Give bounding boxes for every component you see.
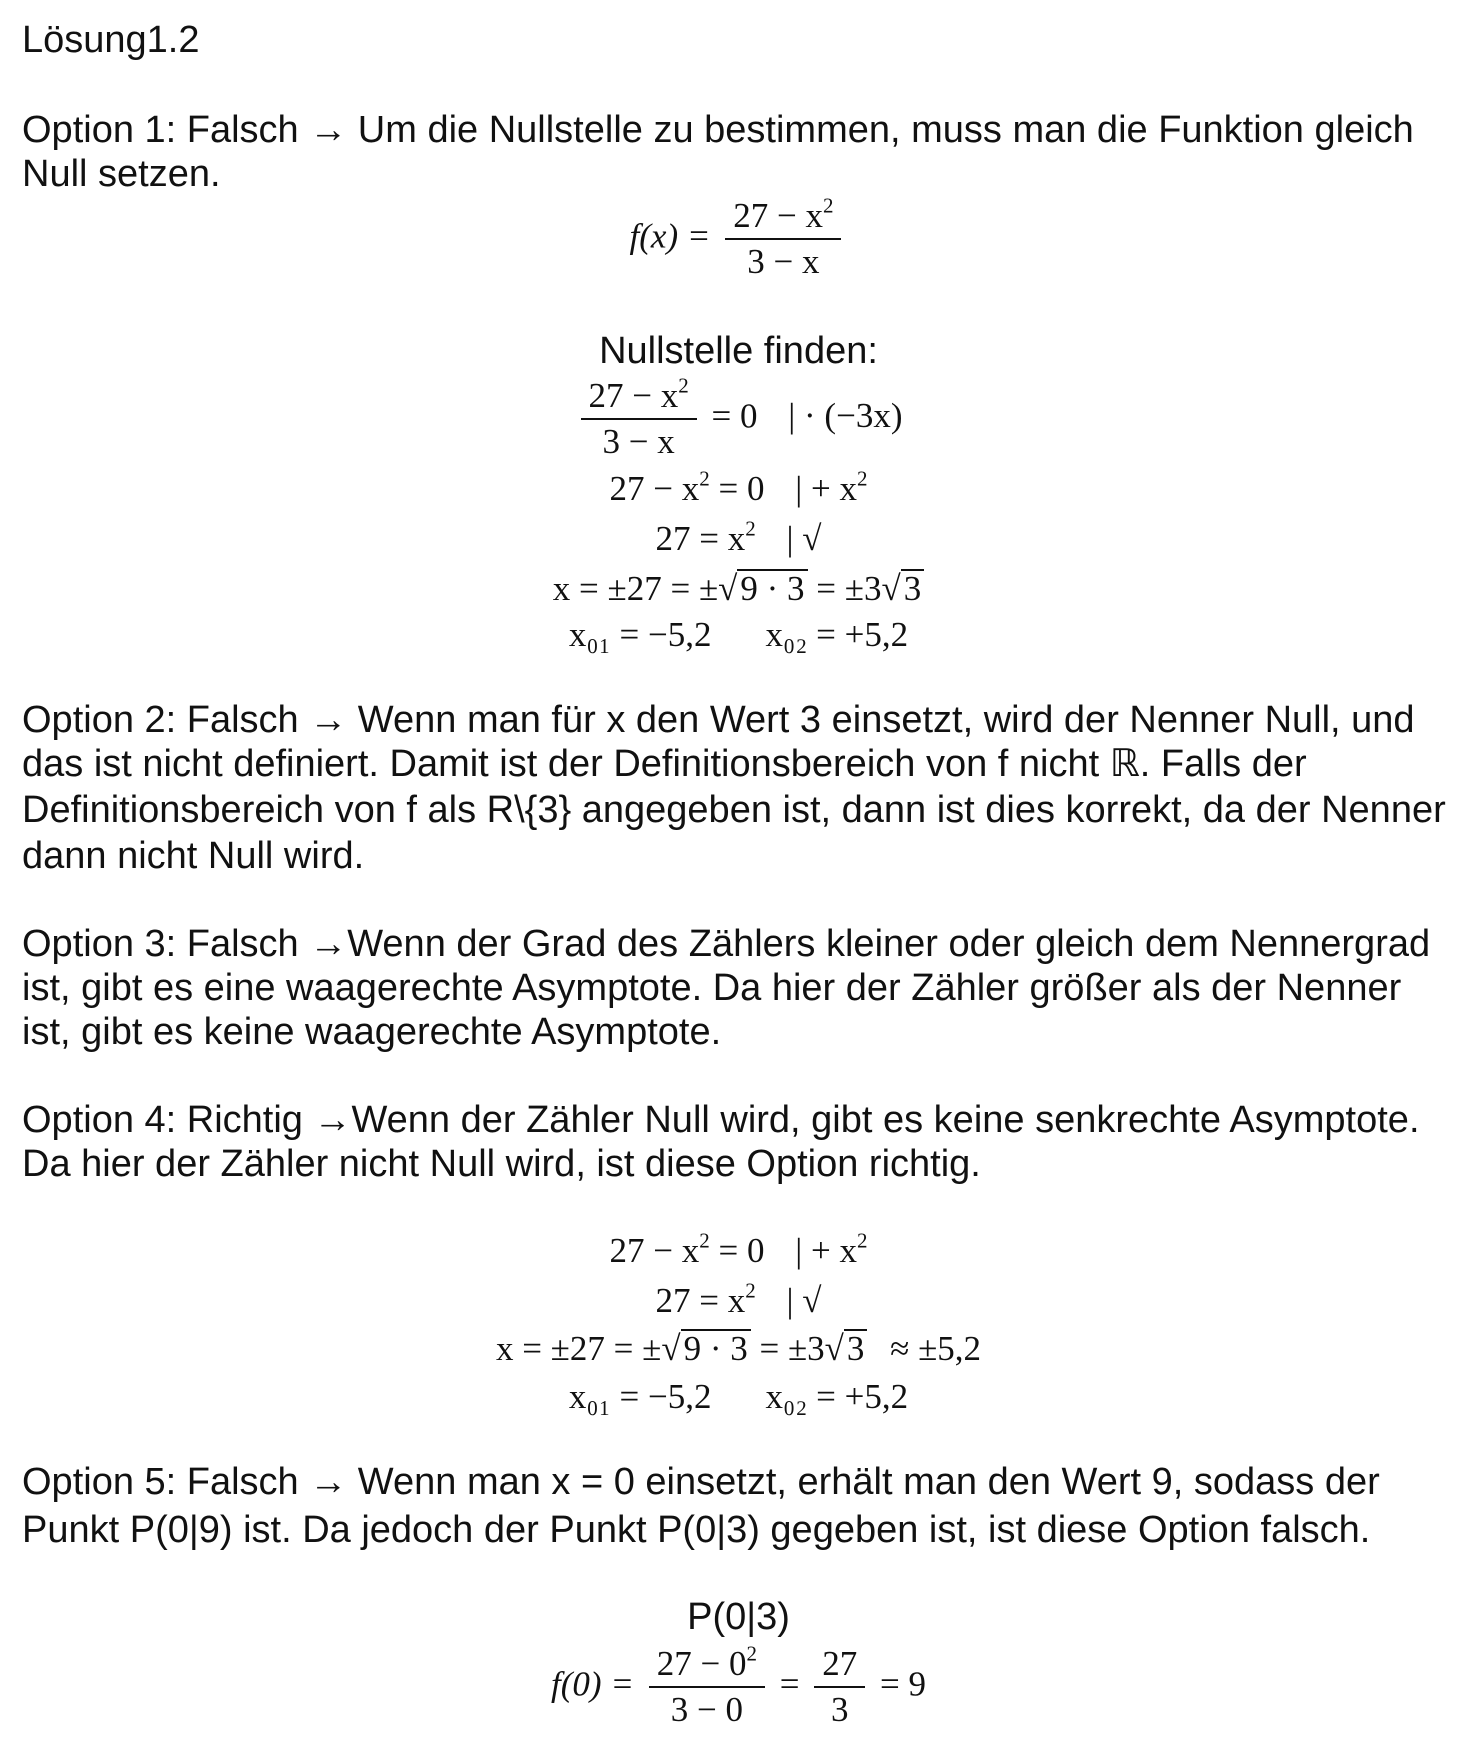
option1-equation-1: $\frac{27 - x^2}{3 - x}$ = 0 | · (−3x): [0, 376, 1477, 463]
option1-line-1: Option 1: Falsch → Um die Nullstelle zu bestimmen, muss man die Funktion gleich: [22, 109, 1414, 151]
nullstelle-label: Nullstelle finden:: [599, 330, 878, 372]
option2-line-3: Definitionsbereich von f als R\{3} angegeben ist, dann ist dies korrekt, da der Nenner: [22, 789, 1446, 831]
option4-solutions: x₀₁ = −5,2 x₀₂ = +5,2: [568, 1377, 909, 1416]
option5-line-2: Punkt P(0|9) ist. Da jedoch der Punkt P(0|3) gegeben ist, ist diese Option falsch.: [22, 1509, 1371, 1551]
option4-equation-3: x = ±27 = ±√9 · 3 = ±3√3 ≈ ±5,2: [495, 1329, 982, 1368]
option4-line-1: Option 4: Richtig →Wenn der Zähler Null wird, gibt es keine senkrechte Asymptote.: [22, 1099, 1420, 1141]
option3-line-3: ist, gibt es keine waagerechte Asymptote.: [22, 1011, 722, 1053]
option2-line-2: das ist nicht definiert. Damit ist der Definitionsbereich von f nicht ℝ. Falls der: [22, 743, 1307, 785]
root-symbol: √: [824, 1329, 844, 1368]
option4-equation-2: $27 = x^2$ | √: [655, 1278, 822, 1320]
f-lhs: f(x) =: [629, 216, 711, 256]
option2-line-1: Option 2: Falsch → Wenn man für x den Wert 3 einsetzt, wird der Nenner Null, und: [22, 699, 1415, 741]
option3-line-2: ist, gibt es eine waagerechte Asymptote. Da hier der Zähler größer als der Nenner: [22, 967, 1402, 1009]
function-fraction: $\frac{27 - x^2}{3 - x}$: [725, 196, 841, 283]
root-symbol: √: [661, 1329, 681, 1368]
option4-line-2: Da hier der Zähler nicht Null wird, ist diese Option richtig.: [22, 1143, 981, 1185]
option3-line-1: Option 3: Falsch →Wenn der Grad des Zählers kleiner oder gleich dem Nennergrad: [22, 923, 1431, 965]
option2-line-4: dann nicht Null wird.: [22, 835, 365, 877]
option5-point-label: P(0|3): [687, 1596, 790, 1638]
option1-line-2: Null setzen.: [22, 153, 221, 195]
option1-equation-3: $27 = x^2$ | √: [655, 516, 822, 558]
option1-equation-2: $27 - x^2 = 0$ | + $x^2$: [609, 466, 868, 508]
option4-equation-1: $27 - x^2 = 0$ | + $x^2$: [609, 1228, 868, 1270]
option1-equation-4: x = ±27 = ±√9 · 3 = ±3√3: [0, 568, 1477, 610]
option1-solutions: x₀₁ = −5,2 x₀₂ = +5,2: [568, 615, 909, 654]
root-symbol: √: [718, 569, 738, 608]
root-symbol: √: [881, 569, 901, 608]
option5-line-1: Option 5: Falsch → Wenn man x = 0 einsetzt, erhält man den Wert 9, sodass der: [22, 1461, 1380, 1503]
option1-function-definition: [0, 193, 1477, 283]
option5-evaluation: f(0) = $\frac{27 - 0^2}{3 - 0}$ = $\frac{27}{3}$ = 9: [551, 1641, 926, 1730]
solution-title: Lösung1.2: [22, 19, 200, 61]
